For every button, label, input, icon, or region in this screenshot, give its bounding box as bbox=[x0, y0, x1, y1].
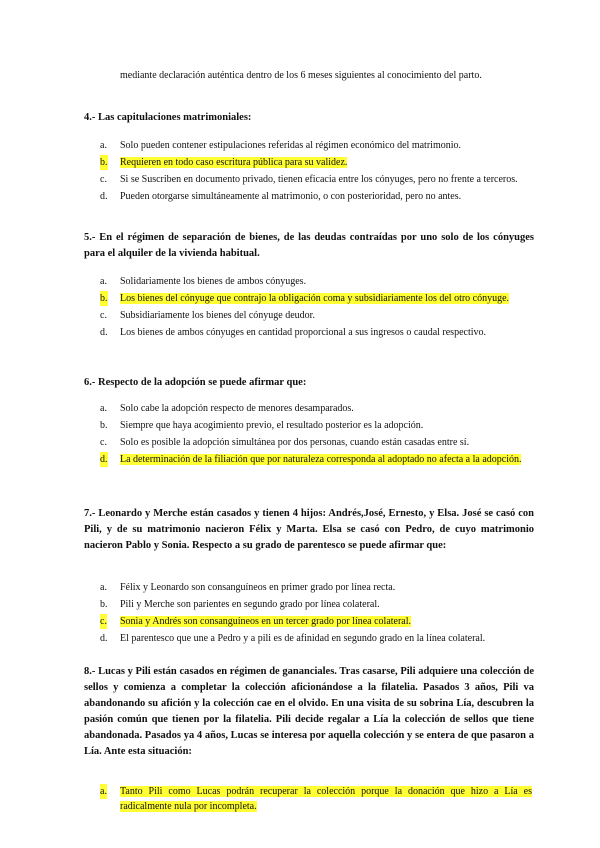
option-text: Solidariamente los bienes de ambos cónyuges. bbox=[120, 276, 307, 287]
question-number: 8.- bbox=[84, 666, 96, 677]
question-text: Respecto de la adopción se puede afirmar que: bbox=[98, 377, 307, 388]
option-letter: d. bbox=[100, 327, 108, 338]
option-5a bbox=[100, 274, 532, 289]
option-7d bbox=[100, 631, 532, 646]
option-4d bbox=[100, 189, 532, 204]
option-letter: d. bbox=[100, 454, 108, 465]
option-text: Solo cabe la adopción respecto de menores desamparados. bbox=[120, 403, 354, 414]
option-text: Félix y Leonardo son consanguíneos en primer grado por línea recta. bbox=[120, 582, 396, 593]
option-letter: c. bbox=[100, 174, 107, 185]
options-5 bbox=[100, 274, 532, 342]
option-7a bbox=[100, 580, 532, 595]
options-8 bbox=[100, 784, 532, 816]
option-letter: d. bbox=[100, 191, 108, 202]
question-number: 7.- bbox=[84, 508, 96, 519]
question-text: Las capitulaciones matrimoniales: bbox=[98, 112, 252, 123]
option-7b bbox=[100, 597, 532, 612]
option-4c bbox=[100, 172, 532, 187]
question-6 bbox=[84, 375, 534, 391]
question-number: 6.- bbox=[84, 377, 96, 388]
option-text: Solo es posible la adopción simultánea por dos personas, cuando están casadas entre sí. bbox=[120, 437, 470, 448]
option-6a bbox=[100, 401, 532, 416]
option-letter: b. bbox=[100, 293, 108, 304]
question-text: Lucas y Pili están casados en régimen de gananciales. Tras casarse, Pili adquiere una colección de sellos y comienza a completar la colección aficionándose a la filatelia. Pasados 3 años, Pili va abandonando su afición y la colección cae en el olvido. En una visita de su sobrina Lía, descubren la pasión común que tienen por la filatelia. Pili decide regalar a Lía la colección de sellos que tiene abandonada. Pasados ya 4 años, Lucas se interesa por aquella colección y se entera de que pasaron a Lía. Ante esta situación: bbox=[84, 666, 534, 757]
option-5d bbox=[100, 325, 532, 340]
options-7 bbox=[100, 580, 532, 648]
option-text: Los bienes de ambos cónyuges en cantidad proporcional a sus ingresos o caudal respectivo. bbox=[120, 327, 487, 338]
option-5b bbox=[100, 291, 532, 306]
options-6 bbox=[100, 401, 532, 469]
option-letter: a. bbox=[100, 582, 107, 593]
question-text: En el régimen de separación de bienes, de las deudas contraídas por uno solo de los cónyuges para el alquiler de la vivienda habitual. bbox=[84, 232, 534, 259]
option-text: Siempre que haya acogimiento previo, el resultado posterior es la adopción. bbox=[120, 420, 424, 431]
option-6d bbox=[100, 452, 532, 467]
option-text-highlighted: Requieren en todo caso escritura pública para su validez. bbox=[120, 157, 348, 168]
option-text-highlighted: La determinación de la filiación que por naturaleza corresponda al adoptado no afecta a la adopción. bbox=[120, 454, 522, 465]
option-letter: b. bbox=[100, 599, 108, 610]
question-4 bbox=[84, 110, 534, 126]
option-text: Pueden otorgarse simultáneamente al matrimonio, o con posterioridad, pero no antes. bbox=[120, 191, 462, 202]
option-5c bbox=[100, 308, 532, 323]
option-text: Si se Suscriben en documento privado, tienen eficacia entre los cónyuges, pero no frente a terceros. bbox=[120, 174, 518, 185]
option-letter: c. bbox=[100, 437, 107, 448]
option-4b bbox=[100, 155, 532, 170]
option-6b bbox=[100, 418, 532, 433]
option-letter: b. bbox=[100, 420, 108, 431]
option-text: Pili y Merche son parientes en segundo grado por línea colateral. bbox=[120, 599, 380, 610]
option-letter: a. bbox=[100, 140, 107, 151]
option-6c bbox=[100, 435, 532, 450]
option-letter: c. bbox=[100, 616, 107, 627]
option-4a bbox=[100, 138, 532, 153]
option-letter: b. bbox=[100, 157, 108, 168]
options-4 bbox=[100, 138, 532, 206]
option-text-highlighted: Tanto Pili como Lucas podrán recuperar la colección porque la donación que hizo a Lía es radicalmente nula por incompleta. bbox=[120, 786, 532, 812]
option-letter: c. bbox=[100, 310, 107, 321]
continuation-text: mediante declaración auténtica dentro de los 6 meses siguientes al conocimiento del parto. bbox=[120, 70, 482, 81]
option-7c bbox=[100, 614, 532, 629]
option-text-highlighted: Sonia y Andrés son consanguíneos en un tercer grado por línea colateral. bbox=[120, 616, 412, 627]
question-7 bbox=[84, 506, 534, 554]
option-text-highlighted: Los bienes del cónyuge que contrajo la obligación coma y subsidiariamente los del otro cónyuge. bbox=[120, 293, 510, 304]
question-8 bbox=[84, 664, 534, 760]
option-letter: d. bbox=[100, 633, 108, 644]
option-8a bbox=[100, 784, 532, 814]
question-text: Leonardo y Merche están casados y tienen 4 hijos: Andrés,José, Ernesto, y Elsa. José se casó con Pili, y de su matrimonio nacieron Félix y Marta. Elsa se casó con Pedro, de cuyo matrimonio nacieron Pablo y Sonia. Respecto a su grado de parentesco se puede afirmar que: bbox=[84, 508, 535, 551]
question-number: 5.- bbox=[84, 232, 96, 243]
option-text: El parentesco que une a Pedro y a pili es de afinidad en segundo grado en la línea colateral. bbox=[120, 633, 486, 644]
option-text: Subsidiariamente los bienes del cónyuge deudor. bbox=[120, 310, 315, 321]
option-letter: a. bbox=[100, 276, 107, 287]
option-text: Solo pueden contener estipulaciones referidas al régimen económico del matrimonio. bbox=[120, 140, 461, 151]
option-letter: a. bbox=[100, 403, 107, 414]
question-number: 4.- bbox=[84, 112, 96, 123]
option-letter: a. bbox=[100, 786, 107, 797]
question-5 bbox=[84, 230, 534, 262]
